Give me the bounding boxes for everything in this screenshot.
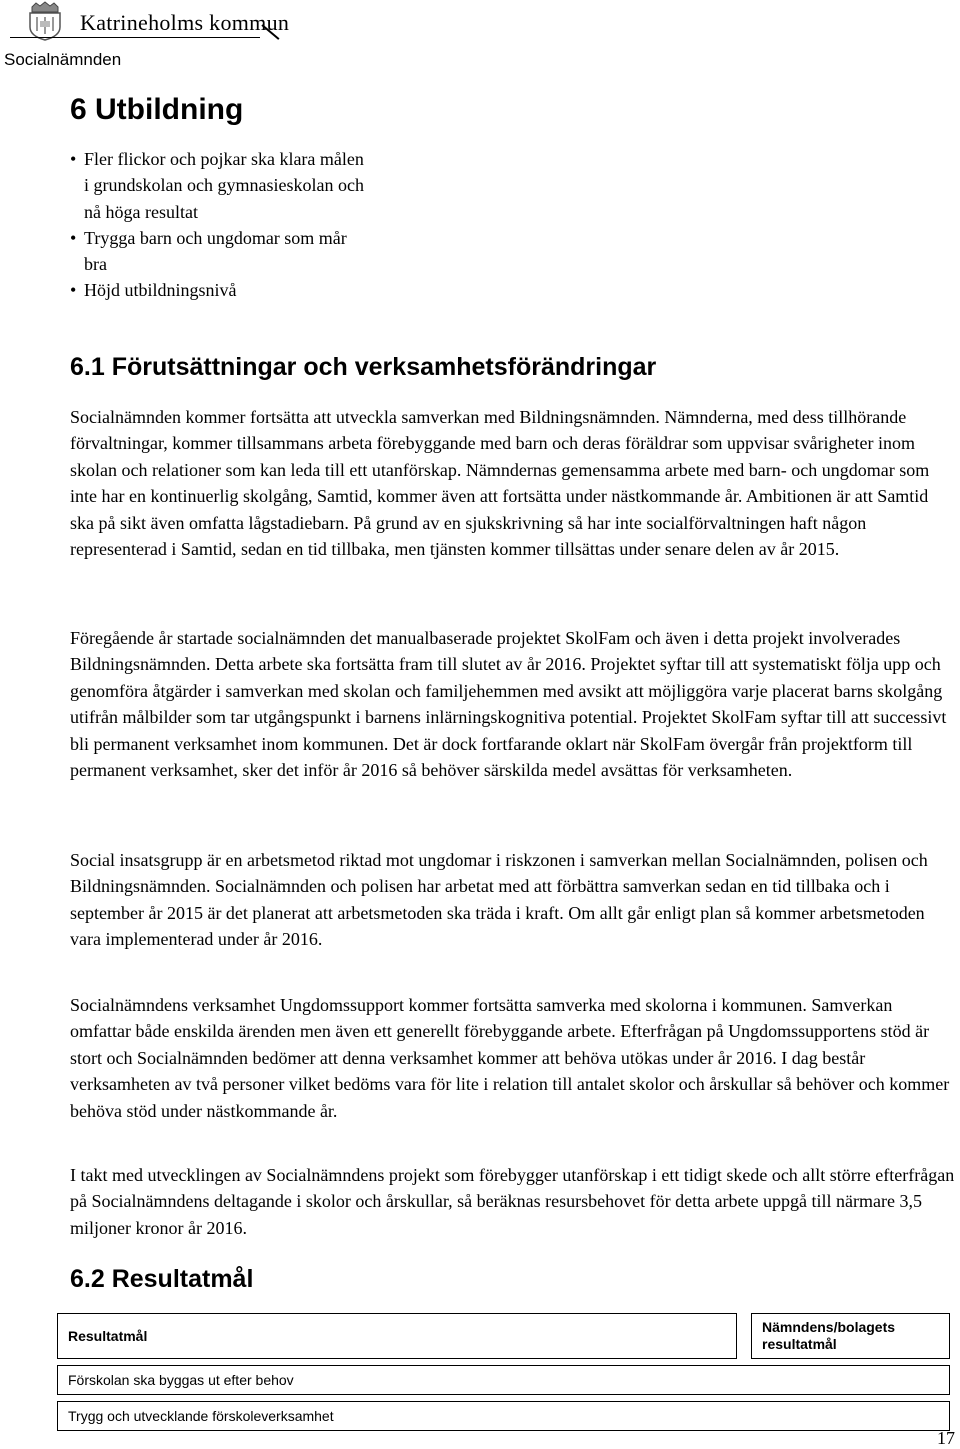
- department-label: Socialnämnden: [4, 50, 122, 69]
- paragraph: Social insatsgrupp är en arbetsmetod riktad mot ungdomar i riskzonen i samverkan mellan Socialnämnden, polisen och Bildningsnämnden. Socialnämnden och polisen har arbetat med att förbättra samverkan sedan en tid tillbaka och i september år 2015 är det planerat att arbetsmetoden ska träda i kraft. Om allt går enligt plan så kommer arbetsmetoden vara implementerad under år 2016.: [70, 850, 928, 950]
- header-rule: [10, 37, 260, 38]
- table-header-row: [58, 1314, 950, 1359]
- paragraph: I takt med utvecklingen av Socialnämndens projekt som förebygger utanförskap i ett tidigt skede och allt större efterfrågan på Socialnämndens deltagande i skolor och årskullar, så beräknas resursbehovet för detta arbete uppgå till närmare 3,5 miljoner kronor år 2016.: [70, 1165, 955, 1238]
- table-header-goal: Resultatmål: [58, 1314, 737, 1359]
- subsection-title-results: 6.2 Resultatmål: [70, 1265, 254, 1293]
- table-row: [58, 1402, 950, 1431]
- table-cell: Förskolan ska byggas ut efter behov: [58, 1366, 950, 1395]
- table-gap: [58, 1395, 950, 1402]
- municipal-coat-of-arms-icon: [27, 1, 63, 41]
- table-cell: Trygg och utvecklande förskoleverksamhet: [58, 1402, 950, 1431]
- goal-item: • Fler flickor och pojkar ska klara målen i grundskolan och gymnasieskolan och nå höga resultat: [70, 146, 370, 225]
- goal-list: [70, 146, 370, 304]
- paragraph: Socialnämnden kommer fortsätta att utveckla samverkan med Bildningsnämnden. Nämnderna, med dess tillhörande förvaltningar, kommer tillsammans arbeta förebyggande med barn och deras föräldrar som uppvisar svårigheter inom skolan och relationer som kan leda till ett utanförskap. Nämndernas gemensamma arbete med barn- och ungdomar som inte har en kontinuerlig skolgång, Samtid, kommer även att fortsätta under nästkommande år. Ambitionen är att Samtid ska på sikt även omfatta lågstadiebarn. På grund av en sjukskrivning så har inte socialförvaltningen haft någon representerad i Samtid, sedan en tid tillbaka, men tjänsten kommer tillsättas under senare delen av år 2015.: [70, 407, 930, 560]
- municipality-brand: Katrineholms kommun: [80, 10, 290, 35]
- paragraph: Föregående år startade socialnämnden det manualbaserade projektet SkolFam och även i detta projekt involverades Bildningsnämnden. Detta arbete ska fortsätta fram till slutet av år 2016. Projektet syftar till att systematiskt följa upp och genomföra åtgärder i samverkan med skolan och familjehemmen med avsikt att möjliggöra varje placerat barns skolgång utifrån målbilder som tar utgångspunkt i barnens inlärningskognitiva potential. Projektet SkolFam syftar till att successivt bli permanent verksamhet inom kommunen. Det är dock fortfarande oklart när SkolFam övergår från projektform till permanent verksamhet, sker det inför år 2016 så behöver särskilda medel avsättas för verksamheten.: [70, 628, 947, 781]
- table-header-board-goal: Nämndens/bolagets resultatmål: [752, 1314, 950, 1359]
- table-row: [58, 1366, 950, 1395]
- page-number: 17: [937, 1428, 955, 1448]
- paragraph: Socialnämndens verksamhet Ungdomssupport kommer fortsätta samverka med skolorna i kommunen. Samverkan omfattar både enskilda ärenden men även ett generellt förebyggande arbete. Efterfrågan på Ungdomssupportens stöd är stort och Socialnämnden bedömer att denna verksamhet kommer att behöva utökas under år 2016. I dag består verksamheten av två personer vilket bedöms vara för lite i relation till antalet skolor och årskullar så behöver och kommer behöva stöd under nästkommande år.: [70, 995, 950, 1121]
- goal-item: • Trygga barn och ungdomar som mår bra: [70, 225, 370, 278]
- results-table: [57, 1313, 950, 1431]
- subsection-title-conditions: 6.1 Förutsättningar och verksamhetsförändringar: [70, 353, 657, 381]
- section-title: 6 Utbildning: [70, 93, 244, 126]
- table-header-spacer: [737, 1314, 752, 1359]
- table-gap: [58, 1359, 950, 1366]
- goal-item: • Höjd utbildningsnivå: [70, 277, 370, 303]
